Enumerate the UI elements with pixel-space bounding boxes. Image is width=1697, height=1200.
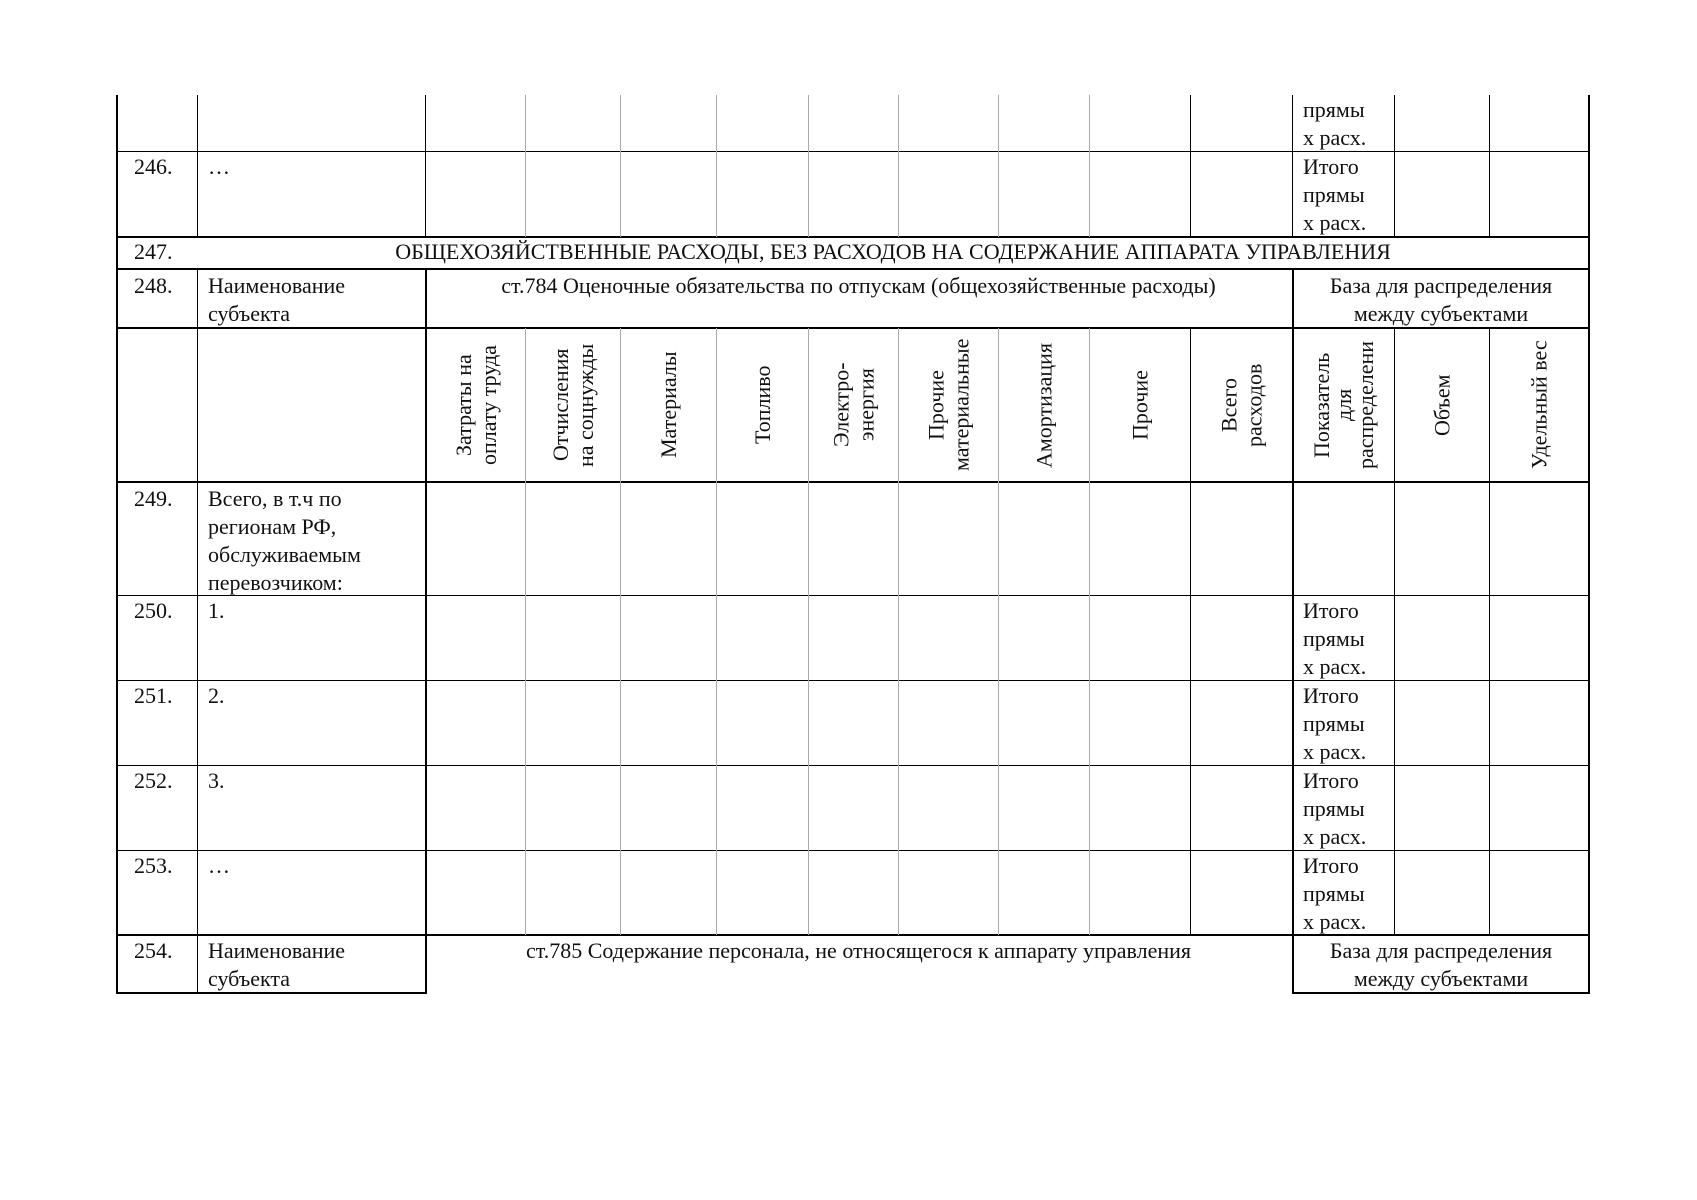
v-line <box>998 95 999 237</box>
v-line <box>1089 95 1090 237</box>
row-number-248: 248. <box>134 273 173 298</box>
row-name-251: 2. <box>208 683 225 708</box>
row-number-251: 251. <box>134 683 173 708</box>
col-header-social: Отчисления на соцнужды <box>548 343 598 467</box>
h-line <box>116 680 1589 681</box>
v-line <box>1588 95 1590 994</box>
v-line <box>197 268 198 994</box>
v-line <box>1292 95 1293 237</box>
col-header-fuel: Топливо <box>750 365 775 445</box>
v-line <box>1489 95 1490 237</box>
row-number-254: 254. <box>134 938 173 963</box>
row-number-247: 247. <box>134 239 173 264</box>
v-line <box>1190 95 1191 237</box>
col-header-volume: Объем <box>1429 374 1455 436</box>
v-line <box>197 95 198 237</box>
h-line <box>116 151 1589 152</box>
col-header-depreciation: Амортизация <box>1031 342 1057 468</box>
h-line <box>116 765 1589 766</box>
row-name-252: 3. <box>208 768 225 793</box>
v-line <box>525 95 526 237</box>
h-line <box>116 850 1589 851</box>
section-title-247: ОБЩЕХОЗЯЙСТВЕННЫЕ РАСХОДЫ, БЕЗ РАСХОДОВ НА СОДЕРЖАНИЕ АППАРАТА УПРАВЛЕНИЯ <box>395 239 1391 264</box>
expense-header-248: ст.784 Оценочные обязательства по отпускам (общехозяйственные расходы) <box>501 273 1216 298</box>
row-number-252: 252. <box>134 768 173 793</box>
row-number-246: 246. <box>134 154 173 179</box>
col-header-labor: Затраты на оплату труда <box>451 345 501 465</box>
row-number-253: 253. <box>134 853 173 878</box>
h-line <box>116 934 1589 936</box>
col-header-share: Удельный вес <box>1526 340 1552 470</box>
col-header-total: Всего расходов <box>1216 363 1267 447</box>
row-name-248: Наименование субъекта <box>208 273 346 326</box>
base-label-250: Итого прямы х расх. <box>1303 598 1367 679</box>
row-name-253: … <box>208 853 230 878</box>
expense-header-254: ст.785 Содержание персонала, не относящегося к аппарату управления <box>526 938 1191 963</box>
base-label-253: Итого прямы х расх. <box>1303 853 1367 934</box>
v-line <box>1394 95 1395 237</box>
col-header-electricity: Электро- энергия <box>828 362 879 448</box>
col-header-indicator: Показатель для распределени <box>1309 340 1378 470</box>
col-header-materials: Материалы <box>656 351 681 459</box>
base-label-251: Итого прямы х расх. <box>1303 683 1367 764</box>
base-label-246: Итого прямы х расх. <box>1303 154 1367 235</box>
row-name-246: … <box>208 154 230 179</box>
row-number-250: 250. <box>134 598 173 623</box>
v-line <box>116 95 118 994</box>
h-line <box>116 481 1589 483</box>
row-name-249: Всего, в т.ч по регионам РФ, обслуживаемым перевозчиком: <box>208 486 361 595</box>
row-name-254: Наименование субъекта <box>208 938 346 991</box>
v-line <box>620 95 621 237</box>
v-line <box>808 95 809 237</box>
row-name-250: 1. <box>208 598 225 623</box>
row-number-249: 249. <box>134 486 173 511</box>
v-line <box>898 95 899 237</box>
col-header-other: Прочие <box>1127 370 1153 440</box>
distribution-base-header-248: База для распределения между субъектами <box>1329 273 1553 326</box>
col-header-other-materials: Прочие материальные <box>923 338 974 472</box>
h-line <box>116 268 1589 270</box>
v-line <box>425 95 426 237</box>
v-line <box>716 95 717 237</box>
distribution-base-header-254: База для распределения между субъектами <box>1329 938 1553 991</box>
base-label-252: Итого прямы х расх. <box>1303 768 1367 849</box>
base-label-245: прямы х расх. <box>1303 97 1367 150</box>
